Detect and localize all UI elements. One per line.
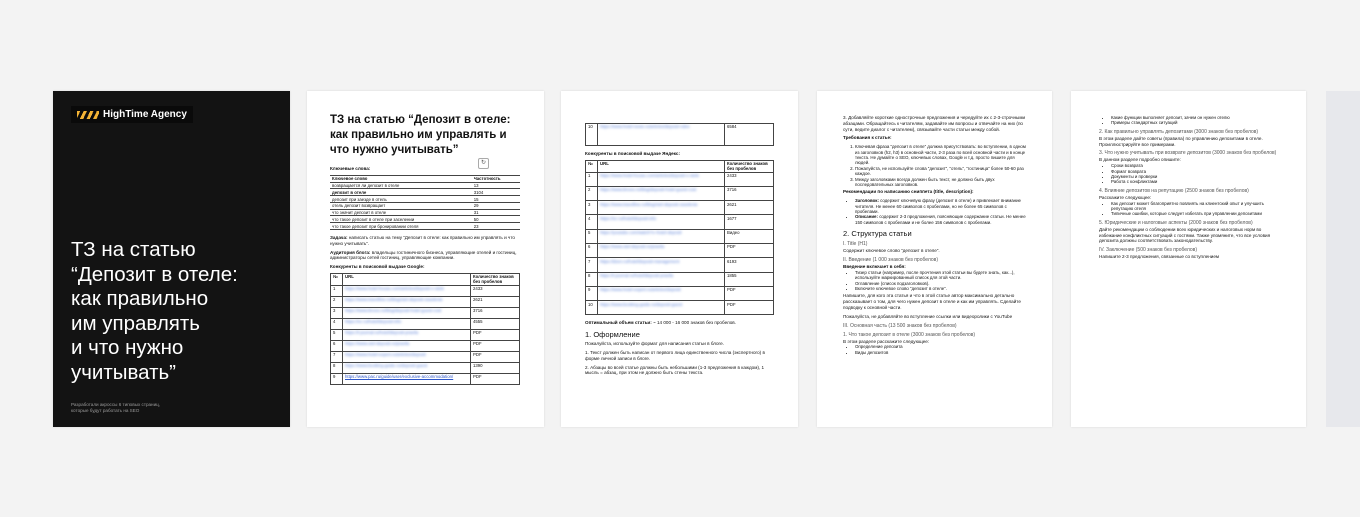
row-number: 7 (586, 258, 598, 272)
row-number: 2 (586, 186, 598, 200)
table-row (586, 186, 774, 200)
url-col-header: URL (343, 274, 471, 286)
url-cell[interactable] (343, 329, 471, 340)
chars-cell: 1390 (471, 362, 520, 373)
url-cell[interactable] (598, 124, 725, 146)
row-number: 4 (586, 215, 598, 229)
competitor-link[interactable]: https://youtube.com/watch?v=hotel-deposit (600, 230, 682, 236)
url-cell[interactable] (343, 285, 471, 296)
frequency-col-header: Частотность (472, 175, 520, 182)
table-row (586, 215, 774, 229)
list-item: 3. Между заголовками всегда должен быть текст, не должно быть двух последовательных заголовков. (855, 177, 1028, 188)
keyword-col-header: Ключевое слово (330, 175, 472, 182)
url-cell[interactable] (598, 186, 725, 200)
chars-col-header: Количество знаков без пробелов (471, 274, 520, 286)
chars-cell: 2433 (725, 172, 774, 186)
chars-cell: 4555 (471, 318, 520, 329)
competitor-link[interactable]: https://www.booking-guide.ru/deposit-guest (600, 301, 683, 307)
chars-cell: 2621 (725, 201, 774, 215)
paragraph: В этом разделе дайте советы (правила) по управлению депозитами в отеле. Проиллюстрируйте все примерами. (1099, 135, 1263, 147)
list-item: • Как депозит может благоприятно повлиять на клиентский опыт и улучшить репутацию отеля (1111, 201, 1282, 212)
url-cell[interactable] (598, 258, 725, 272)
intro-label: Введение включает в себя: (843, 264, 906, 270)
s3-list (1099, 163, 1282, 185)
chars-cell: 6193 (725, 258, 774, 272)
list-item: 2. Пожалуйста, не используйте слова “депозит”, “отель”, “гостиница” более 50-60 раз каждое. (855, 166, 1028, 177)
table-row (330, 182, 520, 189)
competitor-link[interactable]: https://www.hotel-expert.ru/articles/deposit (345, 352, 426, 358)
cover-footnote: Разработали акроссы 6 типовых страниц, которые будут работать на SEO (71, 402, 161, 413)
chars-cell: PDF (725, 243, 774, 257)
google-competitors-table (330, 273, 520, 385)
table-row (586, 301, 774, 315)
s4-list (1099, 201, 1282, 217)
task-text: написать статью на тему “Депозит в отеле: как правильно им управлять и что нужно учитывать”. (330, 235, 515, 246)
keyword-cell: отель депозит возвращает (330, 202, 472, 209)
snippet-term: Описание: (855, 214, 878, 220)
keyword-cell: депозит при заезде в отель (330, 196, 472, 203)
paragraph: Дайте рекомендации о соблюдении всех юридических и налоговых норм во избежание конфликтных ситуаций с гостями. Также упомяните, что все условия депозита должны соответствовать законодательству. (1099, 226, 1271, 244)
paragraph: Напишите 2-3 предложения, связанные со вступлением (1099, 254, 1220, 260)
list-item (855, 214, 1028, 225)
table-row (330, 209, 520, 216)
audience-text: владельцы гостиничного бизнеса, управляющие отелей и гостиниц, администраторы сетей гостиниц, управляющие компании. (330, 249, 517, 261)
keyword-cell: возвращается ли депозит в отеле (330, 182, 472, 189)
table-row (331, 351, 520, 362)
requirements-label: Требования к статье: (843, 135, 892, 141)
subsection-heading: 5. Юридические и налоговые аспекты (2000 знаков без пробелов) (1099, 219, 1253, 226)
chars-cell: 2621 (471, 296, 520, 307)
row-number: 1 (586, 172, 598, 186)
competitor-link[interactable]: https://vc.ru/hotel/deposit-info (345, 319, 402, 325)
url-cell[interactable] (598, 301, 725, 315)
frequency-cell: 50 (472, 216, 520, 223)
subsection-heading: 3. Что нужно учитывать при возврате депозитов (3000 знаков без пробелов) (1099, 150, 1277, 157)
competitor-link[interactable]: https://www.booking-guide.ru/deposit-guest (345, 362, 428, 368)
frequency-cell: 31 (472, 209, 520, 216)
snippet-desc: содержит ключевую фразу (депозит в отеле) и привлекает внимание читателя. Не менее 60 символов с пробелами, но не более 65 символов с пробелами. (855, 198, 1021, 215)
competitor-link[interactable]: https://www.hotel-expert.ru/articles/deposit (600, 287, 681, 293)
url-cell[interactable] (343, 340, 471, 351)
table-row (331, 307, 520, 318)
table-header-row (586, 160, 774, 172)
url-cell[interactable] (343, 307, 471, 318)
list-item: • Оглавление (список подзаголовков). (855, 281, 1028, 286)
num-col-header: № (331, 274, 343, 286)
subsection-heading: 2. Как правильно управлять депозитами (3000 знаков без пробелов) (1099, 128, 1259, 135)
frequency-cell: 15 (472, 196, 520, 203)
competitor-link[interactable]: https://www.otel-deposit.ru/pravila (600, 244, 665, 250)
competitor-link[interactable]: https://www.travelline.ru/blog/otel-deposit-zaselenie (600, 201, 698, 207)
competitor-link[interactable]: https://www.pac.ru/guide/user/exclusive-accommodation/ (345, 373, 454, 379)
row-number: 5 (586, 229, 598, 243)
paragraph: Содержит ключевое слово “депозит в отеле”. (843, 248, 940, 254)
chars-cell: 1677 (725, 215, 774, 229)
row-number: 2 (331, 296, 343, 307)
paragraph: В данном разделе подробно опишите: (1099, 157, 1181, 163)
brand-logo (71, 106, 193, 123)
task-paragraph (330, 235, 520, 247)
snippet-desc: содержит 2-3 предложения, поясняющие содержание статьи. Не менее 150 символов с пробелами и не более 156 символов с пробелами. (855, 214, 1026, 225)
rule-item: 2. Абзацы во всей статье должны быть небольшими (1-3 предложения в каждом), 1 мысль = абзац, при этом не должно быть стены текста. (585, 364, 765, 376)
table-row (586, 172, 774, 186)
chars-cell: Видео (725, 229, 774, 243)
table-row (586, 243, 774, 257)
section-heading: 1. Оформление (585, 330, 640, 340)
list-item: • Сроки возврата (1111, 163, 1282, 168)
task-label: Задача: (330, 235, 348, 241)
table-row (330, 223, 520, 230)
yandex-competitors-label: Конкуренты в поисковой выдаче Яндекс: (585, 151, 681, 156)
competitor-link[interactable]: https://www.otel-deposit.ru/pravila (345, 341, 410, 347)
url-cell[interactable] (598, 272, 725, 286)
row-number: 3 (331, 307, 343, 318)
row-number: 4 (331, 318, 343, 329)
table-row (331, 373, 520, 384)
table-row (331, 340, 520, 351)
chars-cell: 1855 (725, 272, 774, 286)
table-row (330, 196, 520, 203)
row-number: 7 (331, 351, 343, 362)
table-row (586, 124, 774, 146)
google-competitors-table-continued (585, 123, 774, 146)
competitor-link[interactable]: https://www.hotel-house.com/articles/deposit-v-otele (345, 286, 445, 292)
rule-item: 1. Текст должен быть написан от первого лица единственного числа (экспертного) в форме личной записи в блоге. (585, 349, 765, 361)
chars-cell: 3716 (471, 307, 520, 318)
refresh-icon[interactable]: ↻ (478, 158, 489, 169)
top-list (1099, 115, 1282, 126)
table-row (330, 189, 520, 196)
row-number: 8 (586, 272, 598, 286)
table-row (586, 229, 774, 243)
competitor-link[interactable]: https://www.bnovo.ru/blog/deposit-hotel-guest-cost (600, 187, 697, 193)
competitor-link[interactable]: https://www.travelline.ru/blog/otel-deposit-zaselenie (345, 297, 443, 303)
sub1-list (843, 344, 1028, 355)
yandex-competitors-table (585, 160, 774, 316)
subsection-heading: 4. Влияние депозитов на репутацию (2500 знаков без пробелов) (1099, 187, 1249, 194)
keyword-cell: что такое депозит при бронировании отеля (330, 223, 472, 230)
doc-page-4 (817, 91, 1052, 427)
frequency-cell: 23 (472, 223, 520, 230)
table-row (331, 285, 520, 296)
url-cell[interactable] (343, 362, 471, 373)
url-cell[interactable] (343, 296, 471, 307)
url-cell[interactable] (598, 215, 725, 229)
row-number: 8 (331, 362, 343, 373)
row-number: 3 (586, 201, 598, 215)
google-competitors-label: Конкуренты в поисковой выдаче Google: (330, 264, 425, 270)
doc-page-5 (1071, 91, 1306, 427)
audience-label: Аудитория блога: (330, 249, 371, 255)
list-item: • Работа с конфликтами (1111, 179, 1282, 184)
url-cell[interactable] (343, 318, 471, 329)
subsection-heading: IV. Заключение (500 знаков без пробелов) (1099, 247, 1197, 254)
snippet-list (843, 198, 1028, 225)
chars-cell: 3716 (725, 186, 774, 200)
list-item: • Какие функции выполняет депозит, зачем он нужен отелю (1111, 115, 1282, 120)
paragraph: Напишите, для кого эта статья и что в этой статье автор максимально детально рассказывает о том, для чего нужен депозит в отеле и как им управлять. Сделайте подводку к основной части. (843, 293, 1021, 311)
section-intro: Пожалуйста, используйте формат для написания статьи в блоге. (585, 341, 724, 347)
snippet-term: Заголовок: (855, 198, 879, 204)
list-item: • Определение депозита (855, 344, 1028, 349)
row-number: 10 (586, 124, 598, 146)
table-row (330, 216, 520, 223)
cover-title: ТЗ на статью “Депозит в отеле: как правильно им управлять и что нужно учитывать” (71, 238, 238, 384)
chars-cell: 2433 (471, 285, 520, 296)
doc-page-2 (307, 91, 544, 427)
list-item: • Тизер статьи (например, после прочтения этой статьи вы будете знать, как...), используйте маркированный список для этой части. (855, 270, 1028, 281)
subsection-heading: II. Введение (1 000 знаков без пробелов) (843, 257, 938, 264)
table-row (586, 272, 774, 286)
chars-col-header: Количество знаков без пробелов (725, 160, 774, 172)
brand-name: HighTime Agency (103, 109, 187, 120)
table-row (586, 258, 774, 272)
keyword-cell: депозит в отеле (330, 189, 472, 196)
chars-cell: PDF (471, 340, 520, 351)
url-cell[interactable] (343, 351, 471, 362)
chars-cell: PDF (471, 351, 520, 362)
stripes-logo-icon (77, 111, 99, 119)
keyword-cell: что значит депозит в отеле (330, 209, 472, 216)
intro-paragraph: 3. Добавляйте короткие однострочные предложения и чередуйте их с 2-3-строчными абзацами. Обращайтесь к читателям, задавайте им вопросы и отвечайте на них (по сути, ведите диалог с читателем), связывайте части статьи между собой. (843, 115, 1026, 132)
list-item: • Виды депозитов (855, 350, 1028, 355)
url-cell[interactable] (598, 243, 725, 257)
competitor-link[interactable]: https://www.hotel-house.com/articles/deposit-v-otele (600, 172, 700, 178)
url-cell[interactable] (598, 172, 725, 186)
doc-page-3 (561, 91, 798, 427)
subsection-heading: 1. Что такое депозит в отеле (3000 знаков без пробелов) (843, 331, 976, 338)
url-cell[interactable] (598, 229, 725, 243)
paragraph: Расскажите следующее: (1099, 194, 1152, 200)
frequency-cell: 29 (472, 202, 520, 209)
chars-cell: PDF (725, 301, 774, 315)
row-number: 6 (331, 340, 343, 351)
table-row (331, 329, 520, 340)
row-number: 9 (331, 373, 343, 384)
competitor-link[interactable]: https://vc.ru/hotel/deposit-info (600, 215, 657, 221)
requirements-list (843, 144, 1028, 187)
row-number: 5 (331, 329, 343, 340)
doc-page-6-partial (1326, 91, 1360, 427)
table-header-row (331, 274, 520, 286)
url-col-header: URL (598, 160, 725, 172)
list-item: • Включите ключевое слово “депозит в отеле”. (855, 286, 1028, 291)
volume-label: Оптимальный объем статьи: (585, 320, 652, 326)
url-cell[interactable] (343, 373, 471, 384)
doc-title: ТЗ на статью “Депозит в отеле: как правильно им управлять и что нужно учитывать” (330, 114, 511, 156)
intro-list (843, 270, 1028, 292)
section-heading: 2. Структура статьи (843, 229, 912, 239)
subsection-heading: III. Основная часть (13 500 знаков без пробелов) (843, 322, 957, 329)
frequency-cell: 13 (472, 182, 520, 189)
row-number: 9 (586, 286, 598, 300)
frequency-cell: 3104 (472, 189, 520, 196)
chars-cell: PDF (471, 373, 520, 384)
list-item (855, 198, 1028, 214)
audience-paragraph (330, 250, 520, 262)
keywords-label: Ключевые слова: (330, 166, 371, 171)
row-number: 1 (331, 285, 343, 296)
volume-text: ~ 14 000 - 16 000 знаков без пробелов. (651, 320, 736, 326)
competitor-link[interactable]: https://t-journal.ru/hotel/deposit-pravila (345, 330, 419, 336)
list-item: • Формат возврата (1111, 169, 1282, 174)
paragraph: Пожалуйста, не добавляйте во вступление ссылки или видеоролики с YouTube (843, 313, 1013, 319)
chars-cell: PDF (725, 286, 774, 300)
list-item: • Типичные ошибки, которые следует избегать при управлении депозитами (1111, 211, 1282, 216)
competitor-link[interactable]: https://dzen.ru/hotel/deposit-management (600, 258, 680, 264)
subsection-heading: I. Title (H1) (843, 241, 868, 248)
keywords-table (330, 175, 520, 230)
list-item: • Документы и проверки (1111, 174, 1282, 179)
url-cell[interactable] (598, 286, 725, 300)
competitor-link[interactable]: https://www.hotel-news.ru/articles/deposit-rules (600, 124, 690, 130)
cover-page (53, 91, 290, 427)
num-col-header: № (586, 160, 598, 172)
row-number: 6 (586, 243, 598, 257)
snippet-label: Рекомендации по написанию сниппета (title, description): (843, 189, 974, 195)
table-row (331, 296, 520, 307)
row-number: 10 (586, 301, 598, 315)
table-row (586, 286, 774, 300)
chars-cell: 6584 (725, 124, 774, 146)
list-item: 1. Ключевая фраза “депозит в отеле” должна присутствовать: во вступлении, в одном из заголовков (h2, h3) в основной части, 2-3 раза по всей основной части и в конце текста. Не думайте о SEO, ключевых словах, Google и т.д. просто пишите для людей. (855, 144, 1028, 166)
competitor-link[interactable]: https://www.bnovo.ru/blog/deposit-hotel-guest-cost (345, 308, 442, 314)
competitor-link[interactable]: https://t-journal.ru/hotel/deposit-pravila (600, 272, 674, 278)
table-row (331, 362, 520, 373)
table-header-row (330, 175, 520, 182)
paragraph: В этом разделе расскажите следующее: (843, 338, 930, 344)
volume-paragraph (585, 320, 774, 326)
url-cell[interactable] (598, 201, 725, 215)
chars-cell: PDF (471, 329, 520, 340)
table-row (586, 201, 774, 215)
keyword-cell: что такое депозит в отеле при заселении (330, 216, 472, 223)
list-item: • Примеры стандартных ситуаций (1111, 120, 1282, 125)
table-row (331, 318, 520, 329)
table-row (330, 202, 520, 209)
